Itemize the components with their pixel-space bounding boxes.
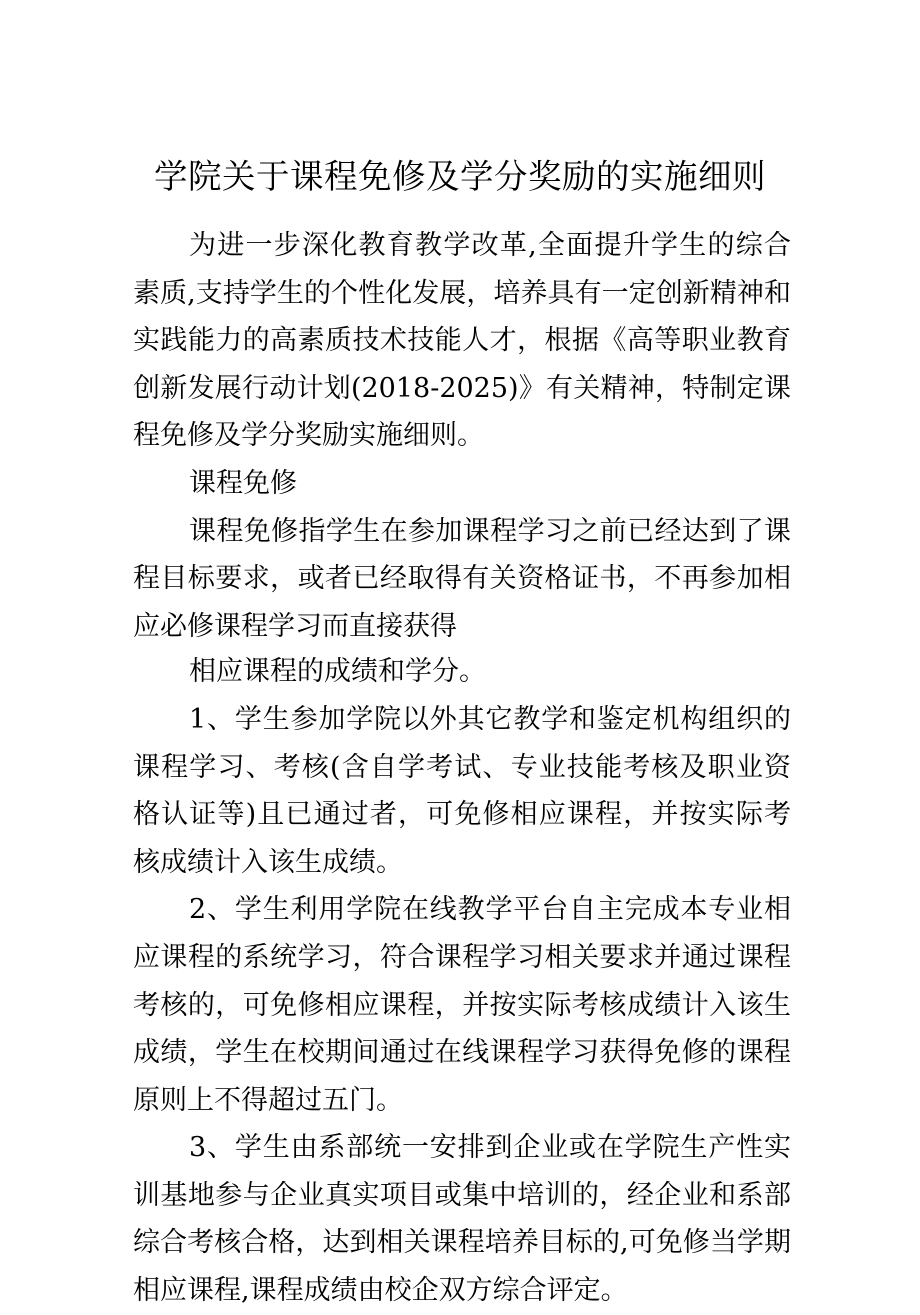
paragraph-preamble: 为进一步深化教育教学改革,全面提升学生的综合素质,支持学生的个性化发展，培养具有一定创新精神和实践能力的高素质技术技能人才，根据《高等职业教育创新发展行动计划(2018-2025)》有关精神，特制定课程免修及学分奖励实施细则。 — [133, 230, 791, 452]
section-heading-course-exemption: 课程免修 — [189, 467, 297, 499]
paragraph-item-2: 2、学生利用学院在线教学平台自主完成本专业相应课程的系统学习，符合课程学习相关要求并通过课程考核的，可免修相应课程，并按实际考核成绩计入该生成绩，学生在校期间通过在线课程学习获得免修的课程原则上不得超过五门。 — [133, 894, 791, 1116]
document-body — [133, 222, 791, 1315]
page-title: 学院关于课程免修及学分奖励的实施细则 — [154, 157, 766, 197]
paragraph-item-1: 1、学生参加学院以外其它教学和鉴定机构组织的课程学习、考核(含自学考试、专业技能考核及职业资格认证等)且已通过者，可免修相应课程，并按实际考核成绩计入该生成绩。 — [133, 703, 791, 878]
paragraph-definition: 课程免修指学生在参加课程学习之前已经达到了课程目标要求，或者已经取得有关资格证书，不再参加相应必修课程学习而直接获得 — [133, 515, 791, 642]
paragraph-item-3: 3、学生由系部统一安排到企业或在学院生产性实训基地参与企业真实项目或集中培训的，经企业和系部综合考核合格，达到相关课程培养目标的,可免修当学期相应课程,课程成绩由校企双方综合评定。 — [133, 1132, 791, 1307]
paragraph-definition-continued: 相应课程的成绩和学分。 — [189, 656, 486, 688]
